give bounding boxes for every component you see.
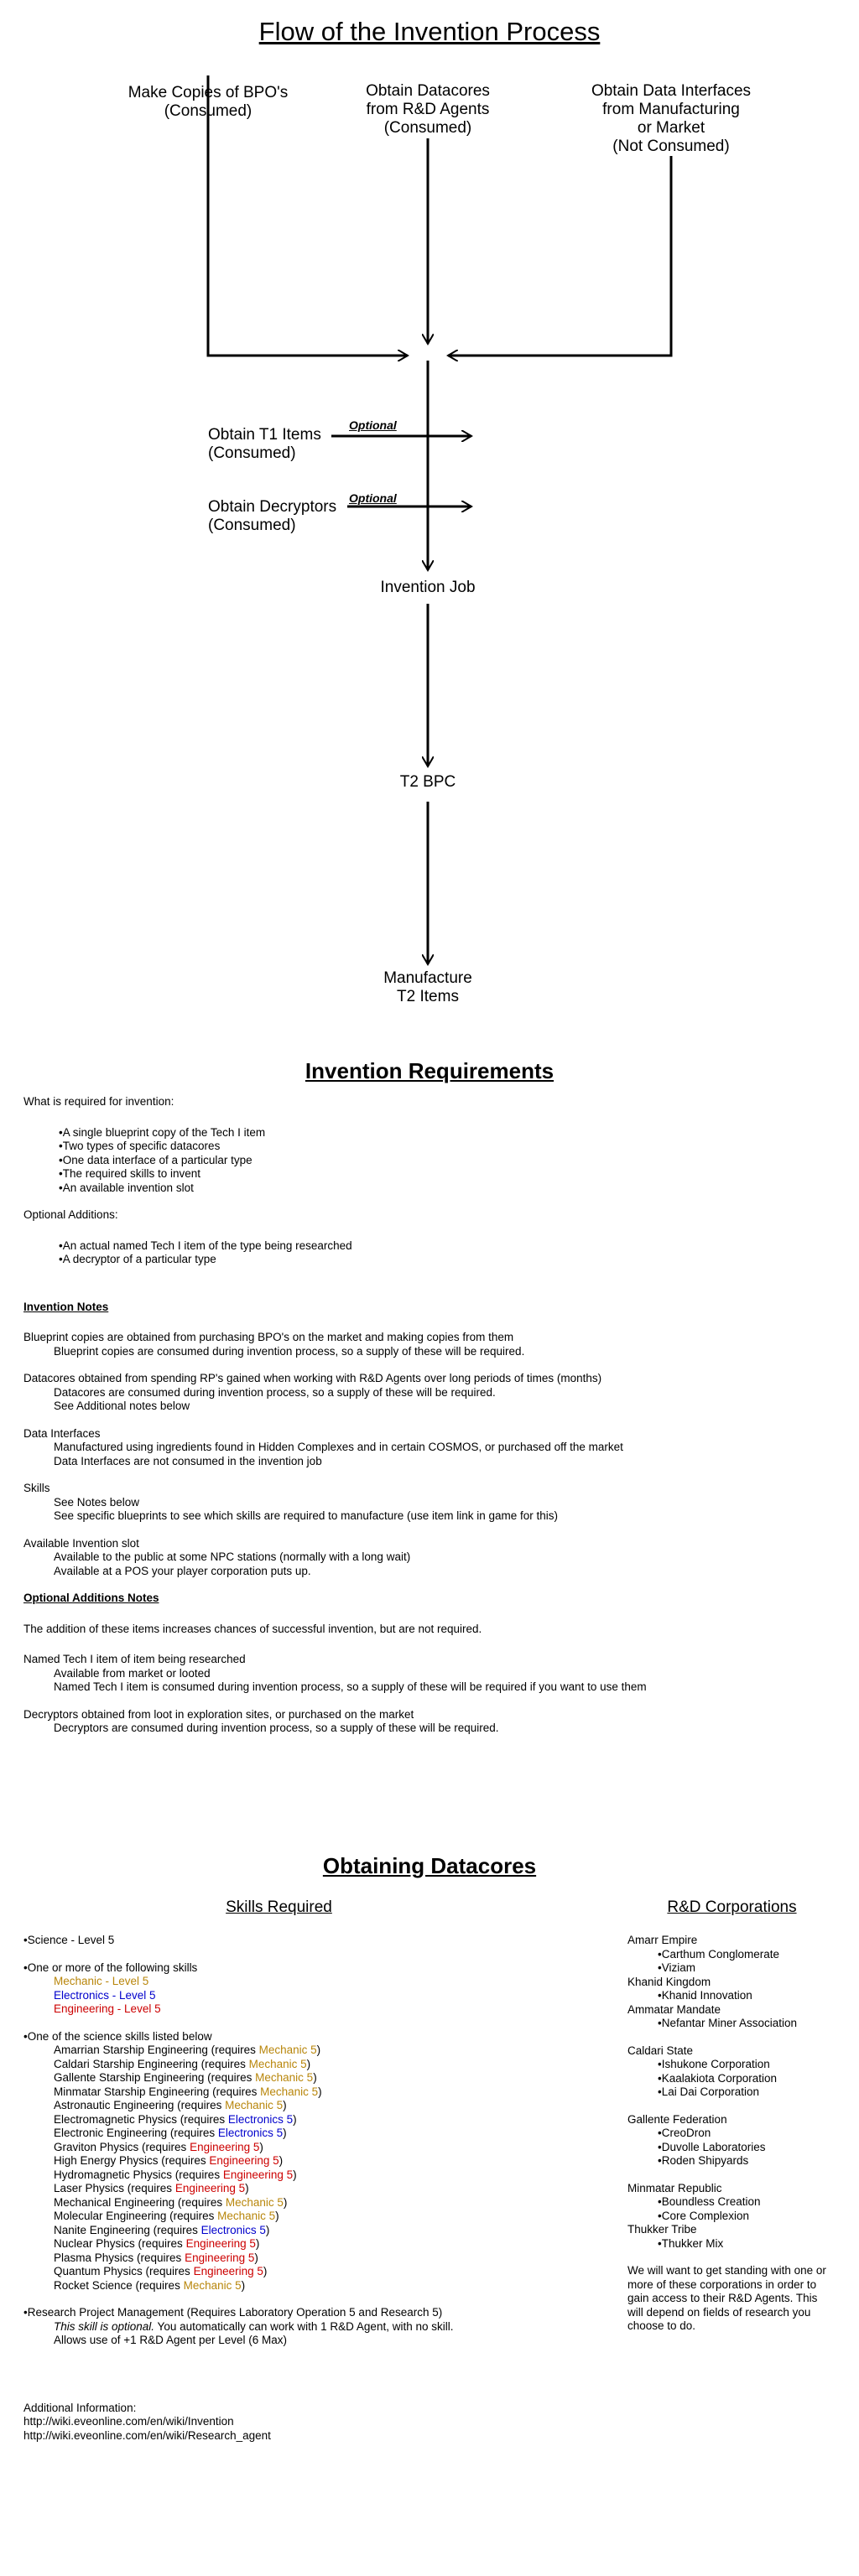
science-skill-item xyxy=(54,2085,611,2100)
required-item: •Two types of specific datacores xyxy=(59,1140,221,1152)
skills-column xyxy=(23,1934,611,2443)
datacores-title: Obtaining Datacores xyxy=(322,1853,537,1878)
requirements-section xyxy=(23,1095,829,1736)
note-line: Manufactured using ingredients found in Hidden Complexes and in certain COSMOS, or purchased off the market xyxy=(54,1441,623,1453)
close-paren: ) xyxy=(293,2112,297,2126)
close-paren: ) xyxy=(283,2099,287,2111)
science-skill-requirement: Mechanic 5 xyxy=(183,2278,242,2292)
science-skill-name: Caldari Starship Engineering (requires xyxy=(54,2057,249,2070)
science-skill-name: Astronautic Engineering (requires xyxy=(54,2099,226,2111)
science-skill-requirement: Mechanic 5 xyxy=(225,2195,284,2209)
corp-name: •Viziam xyxy=(658,1961,695,1974)
corp-name: •CreoDron xyxy=(658,2127,711,2139)
close-paren: ) xyxy=(254,2251,258,2264)
science-skill-name: Electronic Engineering (requires xyxy=(54,2127,218,2139)
link-invention[interactable]: http://wiki.eveonline.com/en/wiki/Invention xyxy=(23,2415,234,2428)
source-interfaces-line4: (Not Consumed) xyxy=(612,138,730,155)
science-skill-name: Laser Physics (requires xyxy=(54,2182,175,2194)
corps-column xyxy=(627,1934,846,2334)
link-research-agent[interactable]: http://wiki.eveonline.com/en/wiki/Research_agent xyxy=(23,2428,271,2442)
close-paren: ) xyxy=(265,2223,270,2236)
note-line: Data Interfaces are not consumed in the invention job xyxy=(54,1454,322,1467)
note-bpo xyxy=(23,1331,829,1358)
note-line: Available at a POS your player corporation puts up. xyxy=(54,1564,311,1577)
corp-name: •Ishukone Corporation xyxy=(658,2058,770,2070)
source-interfaces-line1: Obtain Data Interfaces xyxy=(591,82,752,100)
science-skill-item xyxy=(54,2224,611,2238)
science-skill-item xyxy=(54,2251,611,2266)
note-skills xyxy=(23,1482,829,1524)
decryptors-line1: Obtain Decryptors xyxy=(208,498,337,516)
note-head: Blueprint copies are obtained from purchasing BPO's on the market and making copies from them xyxy=(23,1331,514,1343)
close-paren: ) xyxy=(259,2140,263,2153)
corps-heading: R&D Corporations xyxy=(667,1898,797,1916)
research-pm-note xyxy=(23,2320,611,2334)
faction-group xyxy=(627,2003,846,2044)
standing-line: will depend on fields of research you xyxy=(627,2305,811,2319)
note-head: Data Interfaces xyxy=(23,1426,101,1440)
one-or-more: •One or more of the following skills xyxy=(23,1961,198,1974)
science-skill-requirement: Engineering 5 xyxy=(193,2265,263,2277)
what-required: What is required for invention: xyxy=(23,1095,174,1108)
one-of-science: •One of the science skills listed below xyxy=(23,2029,212,2043)
close-paren: ) xyxy=(275,2210,279,2222)
faction-name: Gallente Federation xyxy=(627,2112,727,2126)
optional-note-named xyxy=(23,1653,829,1695)
corp-name: •Nefantar Miner Association xyxy=(658,2017,798,2029)
science-skill-item xyxy=(54,2099,611,2113)
required-item: •One data interface of a particular type xyxy=(59,1153,252,1166)
faction-group xyxy=(627,2044,846,2113)
science-skill-name: Nanite Engineering (requires xyxy=(54,2223,201,2236)
science-skill-item xyxy=(54,2058,611,2072)
science-skill-item xyxy=(54,2154,611,2168)
science-skill-name: Minmatar Starship Engineering (requires xyxy=(54,2085,261,2098)
corp-name: •Thukker Mix xyxy=(658,2236,724,2250)
science-skill-name: Nuclear Physics (requires xyxy=(54,2237,186,2250)
skills-heading: Skills Required xyxy=(226,1898,332,1916)
note-line: Blueprint copies are consumed during invention process, so a supply of these will be required. xyxy=(54,1344,525,1358)
science-skill-item xyxy=(54,2044,611,2058)
science-skill-item xyxy=(54,2210,611,2224)
decryptor-optional-label: Optional xyxy=(349,491,397,505)
science-skill-name: Gallente Starship Engineering (requires xyxy=(54,2071,256,2084)
close-paren: ) xyxy=(241,2278,246,2292)
close-paren: ) xyxy=(306,2057,311,2070)
standing-line: more of these corporations in order to xyxy=(627,2277,817,2291)
source-bpo-line2: (Consumed) xyxy=(164,102,252,120)
research-pm-note-text: You automatically can work with 1 R&D Agent, with no skill. xyxy=(154,2319,454,2333)
faction-name: Thukker Tribe xyxy=(627,2223,697,2236)
science-skill-requirement: Mechanic 5 xyxy=(258,2044,317,2056)
faction-name: Amarr Empire xyxy=(627,1934,698,1946)
note-line: Available to the public at some NPC stations (normally with a long wait) xyxy=(54,1550,411,1563)
corp-name: •Kaalakiota Corporation xyxy=(658,2071,778,2085)
science-skill-item xyxy=(54,2113,611,2127)
t2-bpc-node: T2 BPC xyxy=(399,773,456,791)
required-item: •An available invention slot xyxy=(59,1181,194,1194)
close-paren: ) xyxy=(279,2154,284,2167)
t1-items-node xyxy=(208,426,321,463)
manufacture-line2: T2 Items xyxy=(397,988,459,1005)
source-bpo-line1: Make Copies of BPO's xyxy=(128,84,289,101)
note-line: See Notes below xyxy=(54,1495,140,1509)
science-skill: •Science - Level 5 xyxy=(23,1934,115,1946)
note-head: Available Invention slot xyxy=(23,1536,139,1550)
close-paren: ) xyxy=(316,2044,321,2056)
science-skill-requirement: Electronics 5 xyxy=(227,2112,294,2126)
source-bpo xyxy=(124,84,292,121)
interface-arrow xyxy=(448,156,671,356)
invention-job-node: Invention Job xyxy=(380,579,476,596)
base-skill: Electronics - Level 5 xyxy=(54,1988,156,2002)
base-skills-list xyxy=(23,1975,611,2017)
optional-intro: The addition of these items increases chances of successful invention, but are not required. xyxy=(23,1622,482,1635)
science-skill-item xyxy=(54,2141,611,2155)
close-paren: ) xyxy=(245,2182,249,2194)
standing-line: choose to do. xyxy=(627,2319,696,2332)
required-item: •A single blueprint copy of the Tech I item xyxy=(59,1125,266,1139)
science-skill-name: Quantum Physics (requires xyxy=(54,2265,194,2277)
science-skill-item xyxy=(54,2265,611,2279)
science-skill-item xyxy=(54,2127,611,2141)
science-skill-name: Rocket Science (requires xyxy=(54,2278,184,2292)
science-skill-name: High Energy Physics (requires xyxy=(54,2154,210,2167)
standing-line: We will want to get standing with one or xyxy=(627,2264,826,2277)
faction-name: Khanid Kingdom xyxy=(627,1975,711,1988)
manufacture-node xyxy=(344,969,512,1006)
note-line: Named Tech I item is consumed during invention process, so a supply of these will be required if you want to use them xyxy=(54,1680,647,1693)
close-paren: ) xyxy=(293,2168,297,2181)
science-skill-requirement: Engineering 5 xyxy=(174,2182,246,2194)
t1-items-line2: (Consumed) xyxy=(208,444,296,462)
faction-name: Minmatar Republic xyxy=(627,2181,722,2194)
t1-optional-label: Optional xyxy=(349,418,397,432)
standing-line: gain access to their R&D Agents. This xyxy=(627,2292,818,2304)
note-line: Decryptors are consumed during invention process, so a supply of these will be required. xyxy=(54,1722,499,1734)
note-head: Datacores obtained from spending RP's gained when working with R&D Agents over long periods of times (months) xyxy=(23,1372,602,1384)
science-skill-requirement: Engineering 5 xyxy=(185,2251,255,2264)
source-datacores-line3: (Consumed) xyxy=(383,119,472,137)
science-skill-item xyxy=(54,2196,611,2210)
corp-name: •Khanid Innovation xyxy=(658,1989,752,2002)
research-pm-allows: Allows use of +1 R&D Agent per Level (6 Max) xyxy=(54,2334,288,2346)
note-datacores xyxy=(23,1372,829,1414)
required-list xyxy=(23,1126,829,1196)
science-skill-item xyxy=(54,2071,611,2085)
research-pm-optional: This skill is optional. xyxy=(54,2319,155,2333)
standing-note xyxy=(627,2264,846,2334)
note-head: Skills xyxy=(23,1482,50,1494)
optional-note-decryptors xyxy=(23,1708,829,1736)
required-item: •The required skills to invent xyxy=(59,1167,201,1180)
science-skill-requirement: Mechanic 5 xyxy=(260,2085,319,2098)
science-skill-requirement: Engineering 5 xyxy=(209,2154,279,2167)
science-skills-list xyxy=(23,2044,611,2293)
corp-name: •Carthum Conglomerate xyxy=(658,1947,780,1961)
base-skill: Mechanic - Level 5 xyxy=(54,1975,149,1987)
close-paren: ) xyxy=(283,2195,288,2209)
corp-name: •Roden Shipyards xyxy=(658,2154,749,2167)
science-skill-name: Mechanical Engineering (requires xyxy=(54,2195,226,2209)
science-skill-name: Electromagnetic Physics (requires xyxy=(54,2112,228,2126)
corp-name: •Boundless Creation xyxy=(658,2195,761,2208)
science-skill-item xyxy=(54,2279,611,2293)
science-skill-item xyxy=(54,2182,611,2196)
base-skill: Engineering - Level 5 xyxy=(54,2002,161,2015)
corp-name: •Core Complexion xyxy=(658,2209,750,2222)
science-skill-requirement: Mechanic 5 xyxy=(255,2071,314,2084)
source-datacores xyxy=(344,82,512,138)
science-skill-requirement: Engineering 5 xyxy=(222,2168,294,2181)
optional-item: •A decryptor of a particular type xyxy=(59,1253,216,1265)
note-line: Available from market or looted xyxy=(54,1666,211,1680)
science-skill-name: Amarrian Starship Engineering (requires xyxy=(54,2044,259,2056)
source-interfaces-line2: from Manufacturing xyxy=(602,101,740,118)
factions-list xyxy=(627,1934,846,2264)
science-skill-name: Hydromagnetic Physics (requires xyxy=(54,2168,223,2181)
science-skill-item xyxy=(54,2168,611,2183)
corp-name: •Lai Dai Corporation xyxy=(658,2085,760,2098)
note-line: See Additional notes below xyxy=(54,1400,190,1412)
faction-group xyxy=(627,2223,846,2264)
close-paren: ) xyxy=(318,2085,322,2098)
note-interfaces xyxy=(23,1427,829,1469)
source-interfaces-line3: or Market xyxy=(637,119,705,137)
source-datacores-line2: from R&D Agents xyxy=(366,101,490,118)
invention-notes-heading: Invention Notes xyxy=(23,1300,109,1313)
science-skill-name: Plasma Physics (requires xyxy=(54,2251,185,2264)
source-interfaces xyxy=(566,82,776,156)
science-skill-requirement: Engineering 5 xyxy=(185,2237,256,2250)
optional-heading: Optional Additions: xyxy=(23,1208,118,1221)
faction-group xyxy=(627,1934,846,1976)
decryptors-line2: (Consumed) xyxy=(208,517,296,534)
science-skill-requirement: Mechanic 5 xyxy=(225,2099,284,2111)
requirements-title: Invention Requirements xyxy=(305,1058,554,1083)
science-skill-requirement: Electronics 5 xyxy=(217,2127,284,2139)
note-line: See specific blueprints to see which skills are required to manufacture (use item link in game for this) xyxy=(54,1509,559,1522)
optional-list xyxy=(23,1239,829,1267)
note-slot xyxy=(23,1537,829,1579)
optional-item: •An actual named Tech I item of the type being researched xyxy=(59,1239,352,1252)
close-paren: ) xyxy=(255,2237,260,2250)
source-datacores-line1: Obtain Datacores xyxy=(366,82,490,100)
research-pm: •Research Project Management (Requires Laboratory Operation 5 and Research 5) xyxy=(23,2306,443,2319)
close-paren: ) xyxy=(313,2071,317,2084)
faction-name: Ammatar Mandate xyxy=(627,2002,721,2016)
flow-title: Flow of the Invention Process xyxy=(258,17,601,46)
decryptors-node xyxy=(208,498,336,535)
science-skill-requirement: Electronics 5 xyxy=(200,2223,266,2236)
additional-heading: Additional Information: xyxy=(23,2401,137,2414)
close-paren: ) xyxy=(283,2127,287,2139)
note-head: Named Tech I item of item being researched xyxy=(23,1653,246,1665)
faction-group xyxy=(627,2182,846,2224)
faction-name: Caldari State xyxy=(627,2044,694,2057)
faction-group xyxy=(627,1976,846,2003)
science-skill-name: Graviton Physics (requires xyxy=(54,2140,190,2153)
corp-name: •Duvolle Laboratories xyxy=(658,2140,766,2153)
flow-arrows xyxy=(0,0,859,1040)
science-skill-item xyxy=(54,2237,611,2251)
science-skill-requirement: Engineering 5 xyxy=(190,2140,260,2153)
faction-group xyxy=(627,2113,846,2182)
close-paren: ) xyxy=(263,2265,268,2277)
optional-notes-heading: Optional Additions Notes xyxy=(23,1592,159,1604)
note-line: Datacores are consumed during invention process, so a supply of these will be required. xyxy=(54,1385,496,1399)
manufacture-line1: Manufacture xyxy=(383,969,472,987)
science-skill-name: Molecular Engineering (requires xyxy=(54,2210,218,2222)
science-skill-requirement: Mechanic 5 xyxy=(248,2057,307,2070)
note-head: Decryptors obtained from loot in exploration sites, or purchased on the market xyxy=(23,1707,414,1721)
science-skill-requirement: Mechanic 5 xyxy=(217,2210,276,2222)
t1-items-line1: Obtain T1 Items xyxy=(208,426,321,444)
